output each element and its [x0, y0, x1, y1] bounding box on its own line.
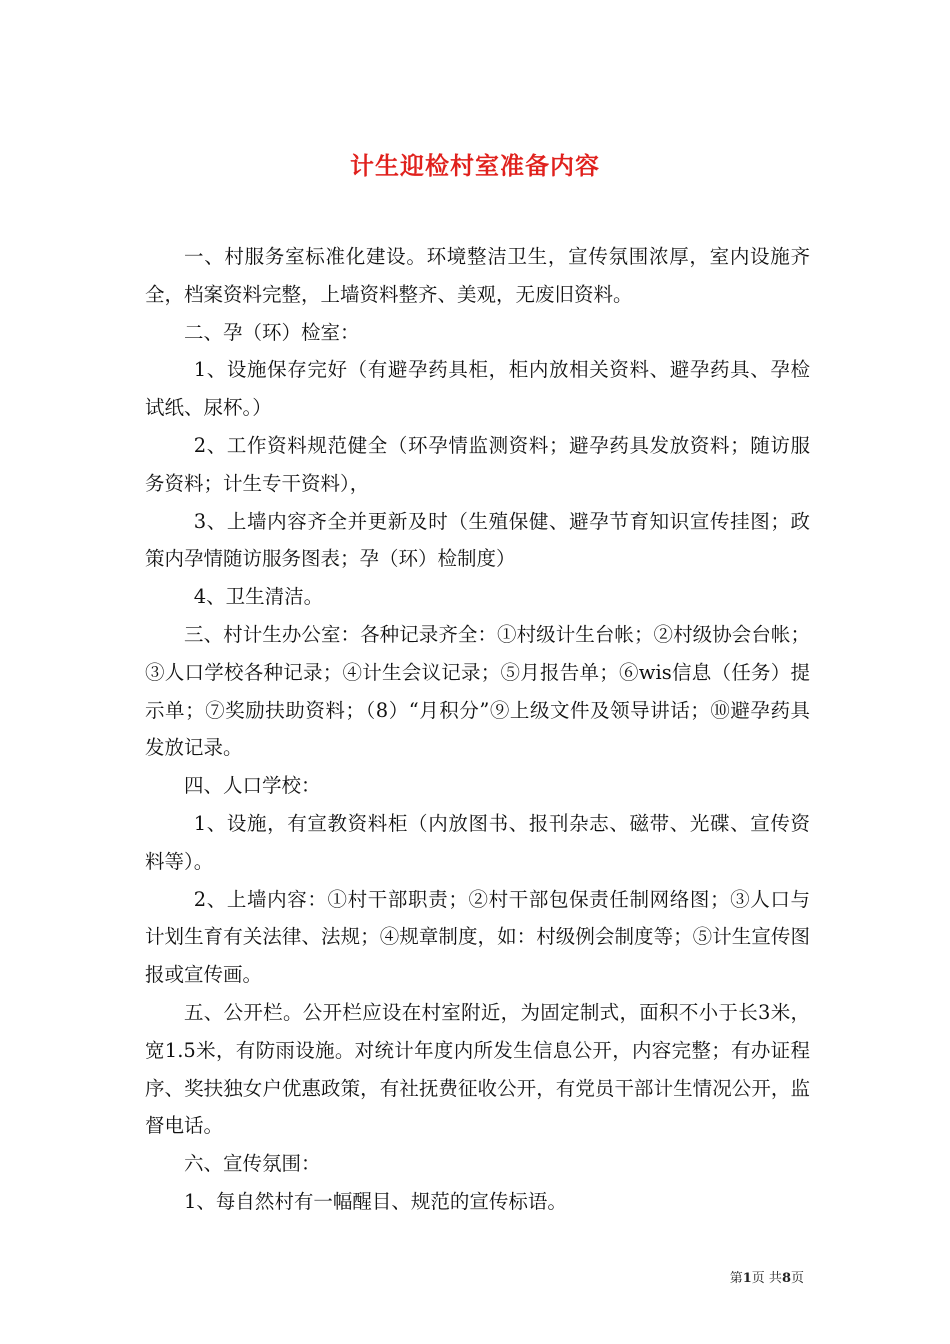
- paragraph-section-2-item-4: 4、卫生清洁。: [193, 585, 324, 609]
- paragraph-section-4-item-2: 2、上墙内容：①村干部职责；②村干部包保责任制网络图；③人口与计划生育有关法律、法规；④规章制度，如：村级例会制度等；⑤计生宣传图报或宣传画。: [145, 887, 810, 987]
- footer-suffix: 页: [790, 1271, 804, 1286]
- paragraph-section-5: 五、公开栏。公开栏应设在村室附近，为固定制式，面积不小于长3米，宽1.5米，有防雨设施。对统计年度内所发生信息公开，内容完整；有办证程序、奖扶独女户优惠政策，有社抚费征收公开，有党员干部计生情况公开，监督电话。: [145, 1000, 810, 1138]
- paragraph-section-2-item-2: 2、工作资料规范健全（环孕情监测资料；避孕药具发放资料；随访服务资料；计生专干资料），: [145, 433, 810, 495]
- page-number-footer: [730, 1267, 804, 1286]
- paragraph-section-1: 一、村服务室标准化建设。环境整洁卫生，宣传氛围浓厚，室内设施齐全，档案资料完整，上墙资料整齐、美观，无废旧资料。: [145, 245, 810, 306]
- paragraph-section-4-heading: 四、人口学校：: [184, 774, 321, 798]
- paragraph-section-2-heading: 二、孕（环）检室：: [184, 320, 360, 344]
- footer-total-pages: 8: [781, 1271, 791, 1286]
- document-title: 计生迎检村室准备内容: [350, 151, 600, 181]
- footer-middle: 页 共: [751, 1271, 782, 1286]
- footer-prefix: 第: [729, 1271, 743, 1286]
- paragraph-section-2-item-3: 3、上墙内容齐全并更新及时（生殖保健、避孕节育知识宣传挂图；政策内孕情随访服务图表；孕（环）检制度）: [145, 509, 810, 571]
- paragraph-section-6-item-1: 1、每自然村有一幅醒目、规范的宣传标语。: [184, 1189, 567, 1213]
- document-body: [145, 238, 810, 1221]
- paragraph-section-6-heading: 六、宣传氛围：: [184, 1152, 321, 1176]
- paragraph-section-4-item-1: 1、设施，有宣教资料柜（内放图书、报刊杂志、磁带、光碟、宣传资料等）。: [145, 811, 810, 873]
- paragraph-section-2-item-1: 1、设施保存完好（有避孕药具柜，柜内放相关资料、避孕药具、孕检试纸、尿杯。）: [145, 358, 810, 420]
- footer-current-page: 1: [742, 1271, 752, 1286]
- paragraph-section-3: 三、村计生办公室：各种记录齐全：①村级计生台帐；②村级协会台帐；③人口学校各种记录；④计生会议记录；⑤月报告单；⑥wis信息（任务）提示单；⑦奖励扶助资料；（8）“月积分”⑨上级文件及领导讲话；⑩避孕药具发放记录。: [145, 622, 810, 760]
